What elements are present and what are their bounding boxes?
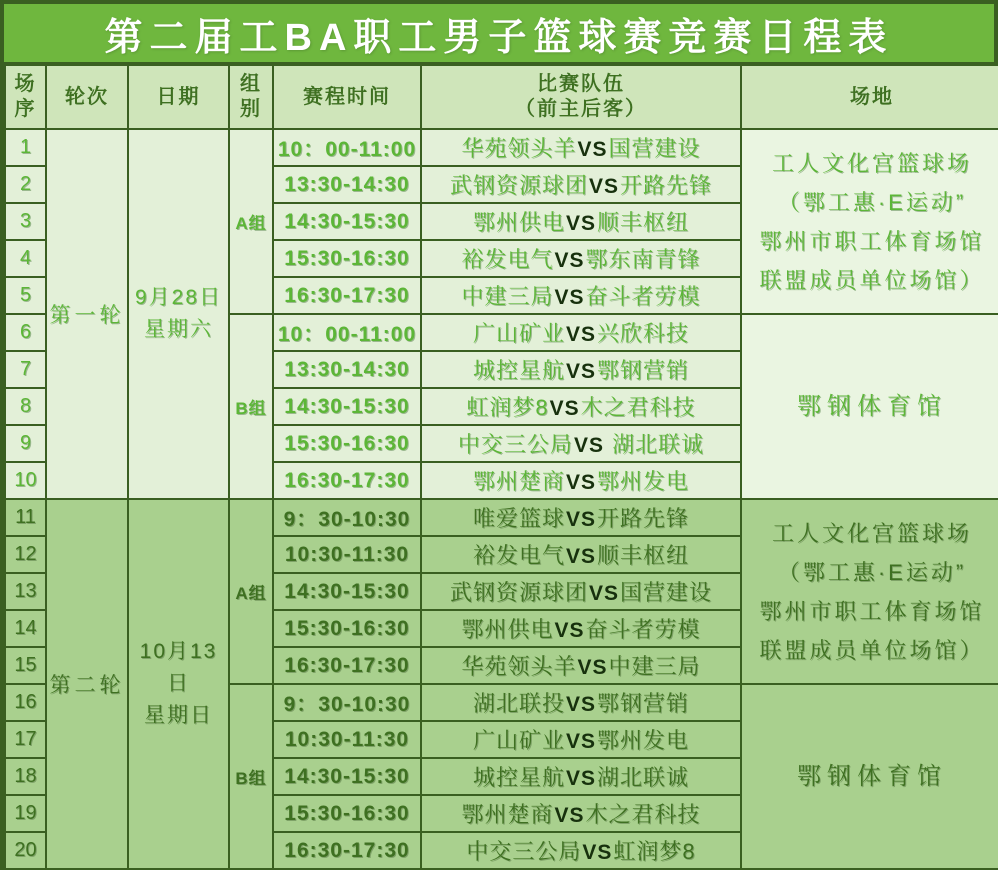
vs-label: VS	[565, 730, 596, 753]
vs-label: VS	[565, 471, 596, 494]
teams-cell	[421, 573, 741, 610]
vs-label: VS	[554, 249, 585, 272]
teams-cell	[421, 129, 741, 166]
header-teams-line1: 比赛队伍	[537, 73, 625, 95]
time-cell: 15:30-16:30	[273, 425, 421, 462]
header-row	[5, 65, 998, 129]
away-team: 奋斗者劳模	[585, 617, 701, 642]
header-group: 组别	[229, 65, 273, 129]
home-team: 广山矿业	[472, 321, 565, 346]
round-cell: 第一轮	[46, 129, 128, 499]
teams-cell	[421, 758, 741, 795]
home-team: 中建三局	[461, 284, 554, 309]
time-cell: 14:30-15:30	[273, 203, 421, 240]
seq-cell: 13	[5, 573, 46, 610]
seq-cell: 11	[5, 499, 46, 536]
away-team: 兴欣科技	[597, 321, 690, 346]
teams-cell	[421, 314, 741, 351]
teams-cell	[421, 166, 741, 203]
venue-line: 鄂州市职工体育场馆	[759, 598, 985, 624]
away-team: 虹润梦8	[613, 839, 696, 864]
away-team: 顺丰枢纽	[597, 543, 690, 568]
seq-cell: 16	[5, 684, 46, 721]
teams-cell	[421, 499, 741, 536]
teams-cell	[421, 684, 741, 721]
seq-cell: 15	[5, 647, 46, 684]
venue-line: （鄂工惠·E运动”	[777, 189, 967, 215]
vs-label: VS	[554, 804, 585, 827]
home-team: 裕发电气	[461, 247, 554, 272]
home-team: 唯爱篮球	[472, 506, 565, 531]
vs-label: VS	[565, 693, 596, 716]
away-team: 鄂州发电	[597, 469, 690, 494]
home-team: 虹润梦8	[466, 395, 549, 420]
home-team: 中交三公局	[457, 432, 573, 457]
teams-cell	[421, 203, 741, 240]
time-cell: 10：00-11:00	[273, 314, 421, 351]
home-team: 武钢资源球团	[449, 580, 588, 605]
time-cell: 13:30-14:30	[273, 166, 421, 203]
teams-cell	[421, 425, 741, 462]
away-team: 鄂东南青锋	[585, 247, 701, 272]
seq-cell: 14	[5, 610, 46, 647]
teams-cell	[421, 277, 741, 314]
table-row	[5, 499, 998, 536]
venue-cell	[741, 314, 998, 499]
time-cell: 10:30-11:30	[273, 721, 421, 758]
home-team: 裕发电气	[472, 543, 565, 568]
venue-cell	[741, 129, 998, 314]
seq-cell: 4	[5, 240, 46, 277]
seq-cell: 18	[5, 758, 46, 795]
venue-line: 联盟成员单位场馆）	[759, 267, 985, 293]
home-team: 鄂州楚商	[472, 469, 565, 494]
seq-cell: 2	[5, 166, 46, 203]
away-team: 湖北联诚	[597, 765, 690, 790]
header-date: 日期	[128, 65, 229, 129]
date-line: 星期日	[144, 704, 213, 727]
seq-cell: 19	[5, 795, 46, 832]
teams-cell	[421, 351, 741, 388]
away-team: 木之君科技	[585, 802, 701, 827]
home-team: 华苑领头羊	[461, 654, 577, 679]
seq-cell: 10	[5, 462, 46, 499]
venue-line: 联盟成员单位场馆）	[759, 637, 985, 663]
time-cell: 16:30-17:30	[273, 462, 421, 499]
header-teams-line2: （前主后客）	[515, 98, 647, 120]
home-team: 武钢资源球团	[449, 173, 588, 198]
away-team: 奋斗者劳模	[585, 284, 701, 309]
time-cell: 16:30-17:30	[273, 832, 421, 869]
seq-cell: 9	[5, 425, 46, 462]
venue-line: 工人文化宫篮球场	[771, 150, 972, 176]
vs-label: VS	[549, 397, 580, 420]
vs-label: VS	[588, 582, 619, 605]
away-team: 木之君科技	[580, 395, 696, 420]
vs-label: VS	[565, 212, 596, 235]
away-team: 鄂州发电	[597, 728, 690, 753]
teams-cell	[421, 388, 741, 425]
home-team: 鄂州供电	[461, 617, 554, 642]
away-team: 顺丰枢纽	[597, 210, 690, 235]
venue-line: 鄂钢体育馆	[797, 763, 947, 790]
header-venue: 场地	[741, 65, 998, 129]
time-cell: 9：30-10:30	[273, 499, 421, 536]
group-cell: A组	[229, 129, 273, 314]
header-round: 轮次	[46, 65, 128, 129]
home-team: 鄂州供电	[472, 210, 565, 235]
time-cell: 15:30-16:30	[273, 240, 421, 277]
seq-cell: 5	[5, 277, 46, 314]
table-row	[5, 129, 998, 166]
time-cell: 16:30-17:30	[273, 277, 421, 314]
home-team: 湖北联投	[472, 691, 565, 716]
header-teams	[421, 65, 741, 129]
away-team: 湖北联诚	[604, 432, 705, 457]
vs-label: VS	[554, 619, 585, 642]
group-cell: B组	[229, 314, 273, 499]
date-line: 星期六	[144, 318, 213, 341]
away-team: 国营建设	[608, 136, 701, 161]
away-team: 鄂钢营销	[597, 358, 690, 383]
venue-line: 鄂钢体育馆	[797, 393, 947, 420]
teams-cell	[421, 832, 741, 869]
date-cell	[128, 499, 229, 869]
home-team: 华苑领头羊	[461, 136, 577, 161]
away-team: 开路先锋	[620, 173, 713, 198]
home-team: 城控星航	[472, 358, 565, 383]
teams-cell	[421, 721, 741, 758]
seq-cell: 8	[5, 388, 46, 425]
time-cell: 16:30-17:30	[273, 647, 421, 684]
home-team: 鄂州楚商	[461, 802, 554, 827]
teams-cell	[421, 610, 741, 647]
away-team: 鄂钢营销	[597, 691, 690, 716]
vs-label: VS	[554, 286, 585, 309]
home-team: 城控星航	[472, 765, 565, 790]
seq-cell: 17	[5, 721, 46, 758]
time-cell: 14:30-15:30	[273, 573, 421, 610]
time-cell: 10:30-11:30	[273, 536, 421, 573]
group-cell: B组	[229, 684, 273, 869]
venue-cell	[741, 499, 998, 684]
away-team: 国营建设	[620, 580, 713, 605]
time-cell: 15:30-16:30	[273, 795, 421, 832]
date-line: 10月13日	[139, 640, 218, 695]
vs-label: VS	[577, 138, 608, 161]
home-team: 中交三公局	[466, 839, 582, 864]
header-seq: 场序	[5, 65, 46, 129]
away-team: 中建三局	[608, 654, 701, 679]
teams-cell	[421, 462, 741, 499]
group-cell: A组	[229, 499, 273, 684]
vs-label: VS	[588, 175, 619, 198]
time-cell: 9：30-10:30	[273, 684, 421, 721]
date-line: 9月28日	[134, 286, 223, 309]
seq-cell: 1	[5, 129, 46, 166]
time-cell: 13:30-14:30	[273, 351, 421, 388]
venue-line: 工人文化宫篮球场	[771, 520, 972, 546]
away-team: 开路先锋	[597, 506, 690, 531]
venue-cell	[741, 684, 998, 869]
seq-cell: 7	[5, 351, 46, 388]
teams-cell	[421, 795, 741, 832]
schedule-table	[4, 64, 998, 870]
vs-label: VS	[565, 545, 596, 568]
teams-cell	[421, 240, 741, 277]
vs-label: VS	[577, 656, 608, 679]
vs-label: VS	[565, 360, 596, 383]
teams-cell	[421, 536, 741, 573]
header-time: 赛程时间	[273, 65, 421, 129]
venue-line: （鄂工惠·E运动”	[777, 559, 967, 585]
date-cell	[128, 129, 229, 499]
seq-cell: 6	[5, 314, 46, 351]
time-cell: 10：00-11:00	[273, 129, 421, 166]
time-cell: 14:30-15:30	[273, 758, 421, 795]
home-team: 广山矿业	[472, 728, 565, 753]
vs-label: VS	[565, 767, 596, 790]
seq-cell: 3	[5, 203, 46, 240]
seq-cell: 12	[5, 536, 46, 573]
round-cell: 第二轮	[46, 499, 128, 869]
vs-label: VS	[565, 508, 596, 531]
venue-line: 鄂州市职工体育场馆	[759, 228, 985, 254]
vs-label: VS	[582, 841, 613, 864]
time-cell: 14:30-15:30	[273, 388, 421, 425]
seq-cell: 20	[5, 832, 46, 869]
time-cell: 15:30-16:30	[273, 610, 421, 647]
vs-label: VS	[565, 323, 596, 346]
teams-cell	[421, 647, 741, 684]
vs-label: VS	[573, 434, 604, 457]
page-title: 第二届工BA职工男子篮球赛竞赛日程表	[4, 4, 994, 64]
